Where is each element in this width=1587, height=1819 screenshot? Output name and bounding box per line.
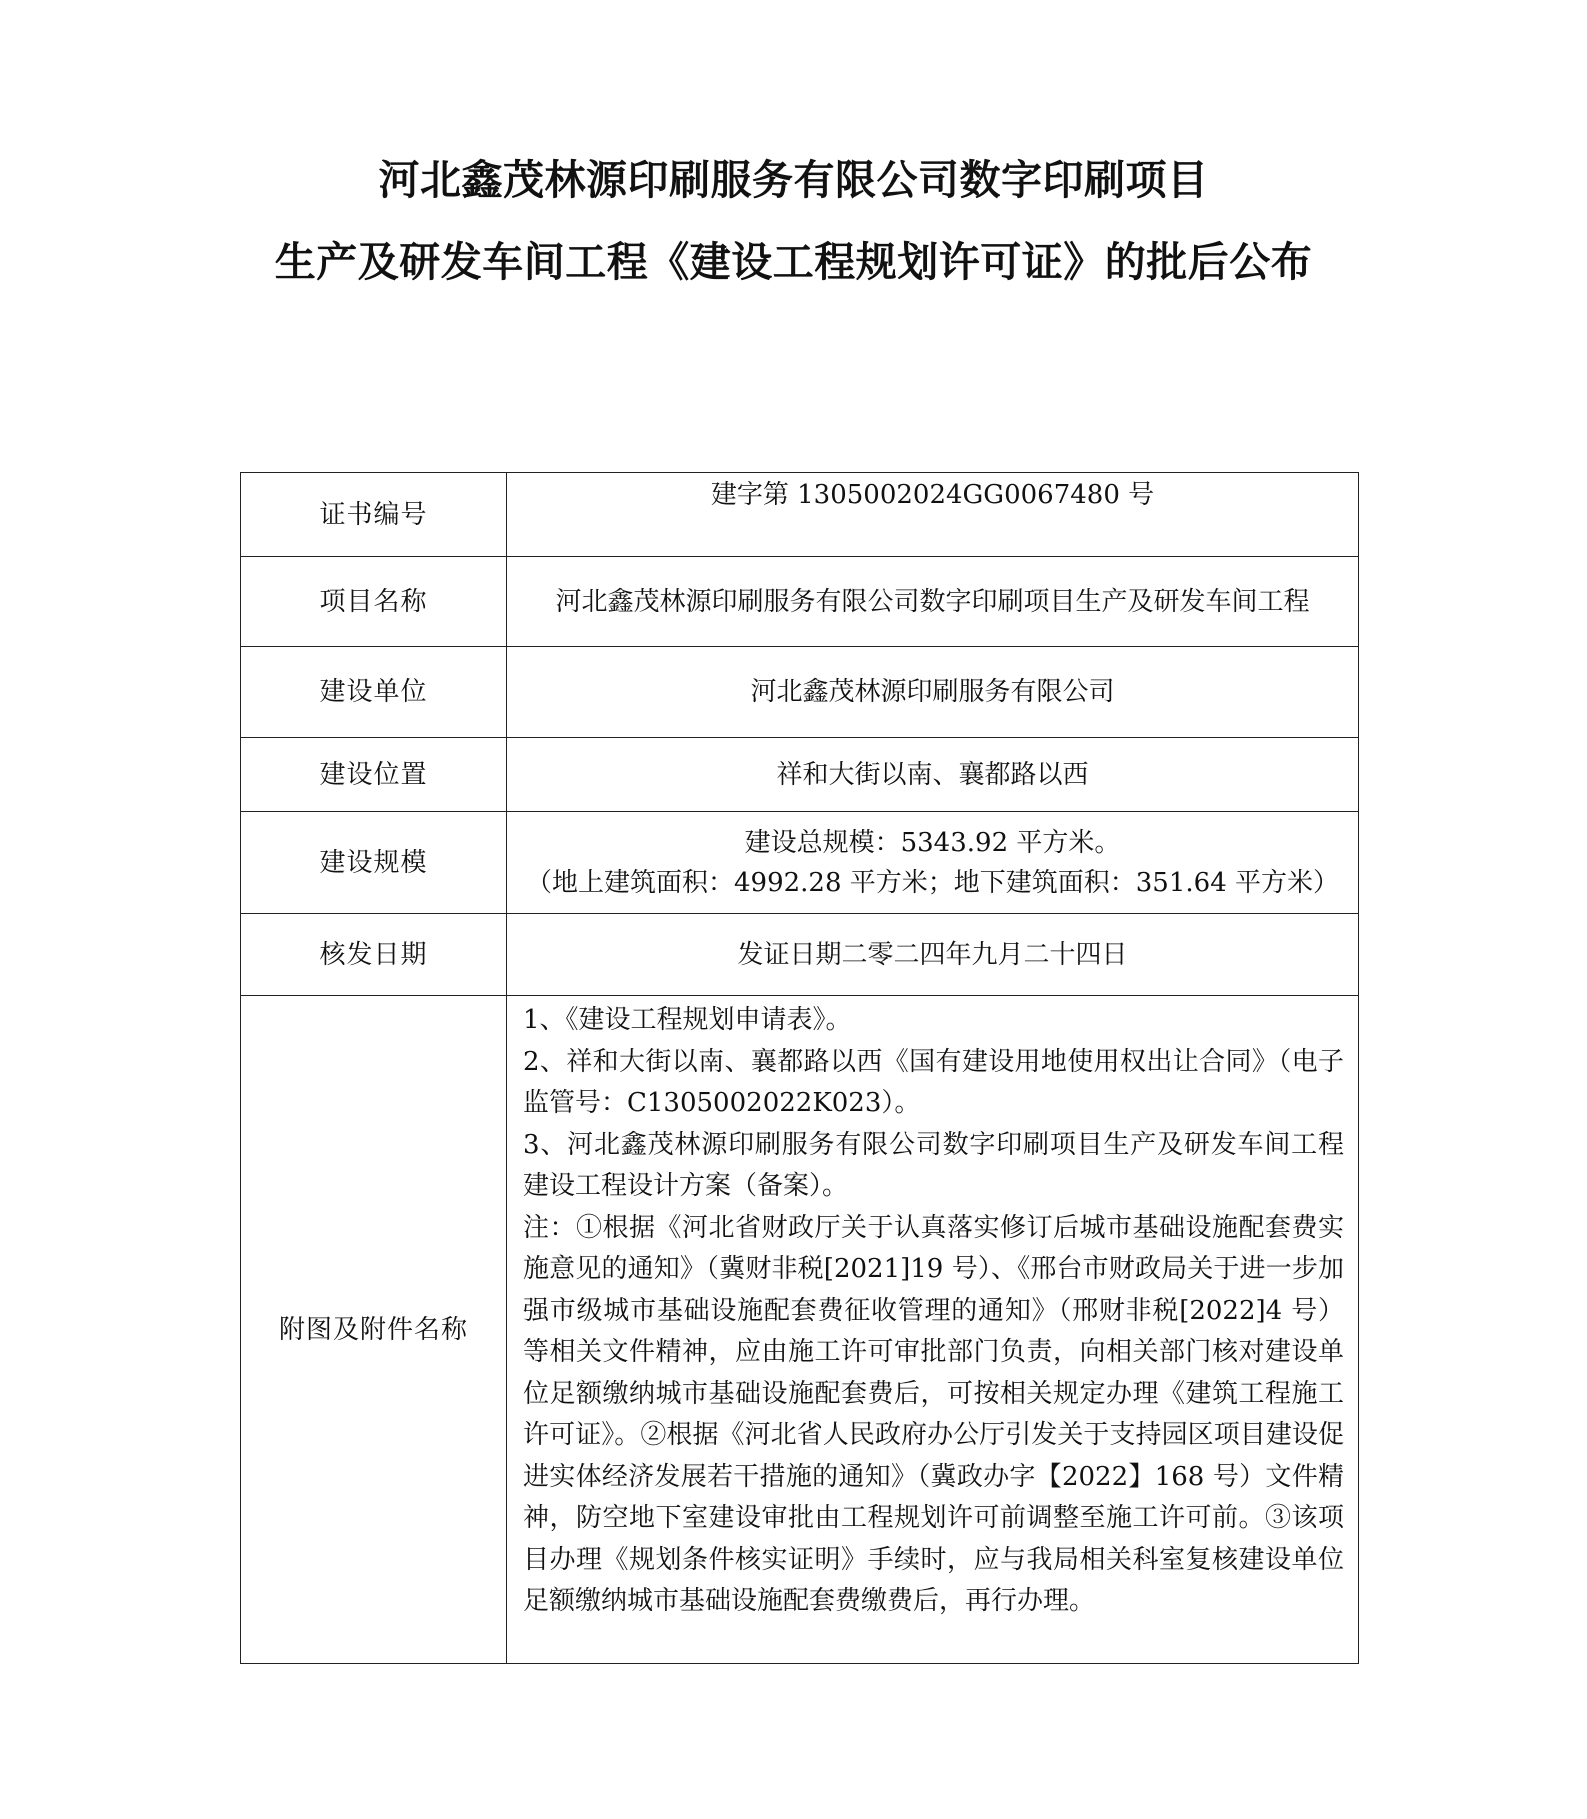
scale-total: 建设总规模：5343.92 平方米。 <box>744 827 1121 858</box>
builder-label: 建设单位 <box>241 647 507 738</box>
project-name-label: 项目名称 <box>241 557 507 647</box>
location-value: 祥和大街以南、襄都路以西 <box>507 738 1359 812</box>
scale-breakdown: （地上建筑面积：4992.28 平方米；地下建筑面积：351.64 平方米） <box>525 867 1340 898</box>
row-project-name <box>241 557 1359 647</box>
attachments-value <box>507 996 1359 1664</box>
cert-number-label: 证书编号 <box>241 473 507 557</box>
location-label: 建设位置 <box>241 738 507 812</box>
row-builder <box>241 647 1359 738</box>
attachment-item-2: 2、祥和大街以南、襄都路以西《国有建设用地使用权出让合同》（电子监管号：C1305002022K023）。 <box>523 1046 1344 1118</box>
attachment-item-1: 1、《建设工程规划申请表》。 <box>523 1005 852 1035</box>
document-title-line-2: 生产及研发车间工程《建设工程规划许可证》的批后公布 <box>274 238 1313 286</box>
project-name-value: 河北鑫茂林源印刷服务有限公司数字印刷项目生产及研发车间工程 <box>507 557 1359 647</box>
scale-value <box>507 812 1359 914</box>
attachments-label: 附图及附件名称 <box>241 996 507 1664</box>
document-title-line-1: 河北鑫茂林源印刷服务有限公司数字印刷项目 <box>378 156 1209 204</box>
issue-date-label: 核发日期 <box>241 914 507 996</box>
attachment-note: 注：①根据《河北省财政厅关于认真落实修订后城市基础设施配套费实施意见的通知》（冀财非税[2021]19 号）、《邢台市财政局关于进一步加强市级城市基础设施配套费征收管理的通知》（邢财非税[2022]4 号）等相关文件精神，应由施工许可审批部门负责，向相关部门核对建设单位足额缴纳城市基础设施配套费后，可按相关规定办理《建筑工程施工许可证》。②根据《河北省人民政府办公厅引发关于支持园区项目建设促进实体经济发展若干措施的通知》（冀政办字【2022】168 号）文件精神，防空地下室建设审批由工程规划许可前调整至施工许可前。③该项目办理《规划条件核实证明》手续时，应与我局相关科室复核建设单位足额缴纳城市基础设施配套费缴费后，再行办理。 <box>523 1212 1344 1616</box>
builder-value: 河北鑫茂林源印刷服务有限公司 <box>507 647 1359 738</box>
row-cert-number <box>241 473 1359 557</box>
cert-number-value: 建字第 1305002024GG0067480 号 <box>507 473 1359 557</box>
permit-table <box>240 472 1359 1664</box>
attachment-item-3: 3、河北鑫茂林源印刷服务有限公司数字印刷项目生产及研发车间工程建设工程设计方案（备案）。 <box>523 1129 1344 1201</box>
row-location <box>241 738 1359 812</box>
row-attachments <box>241 996 1359 1664</box>
row-scale <box>241 812 1359 914</box>
row-issue-date <box>241 914 1359 996</box>
scale-label: 建设规模 <box>241 812 507 914</box>
issue-date-value: 发证日期二零二四年九月二十四日 <box>507 914 1359 996</box>
